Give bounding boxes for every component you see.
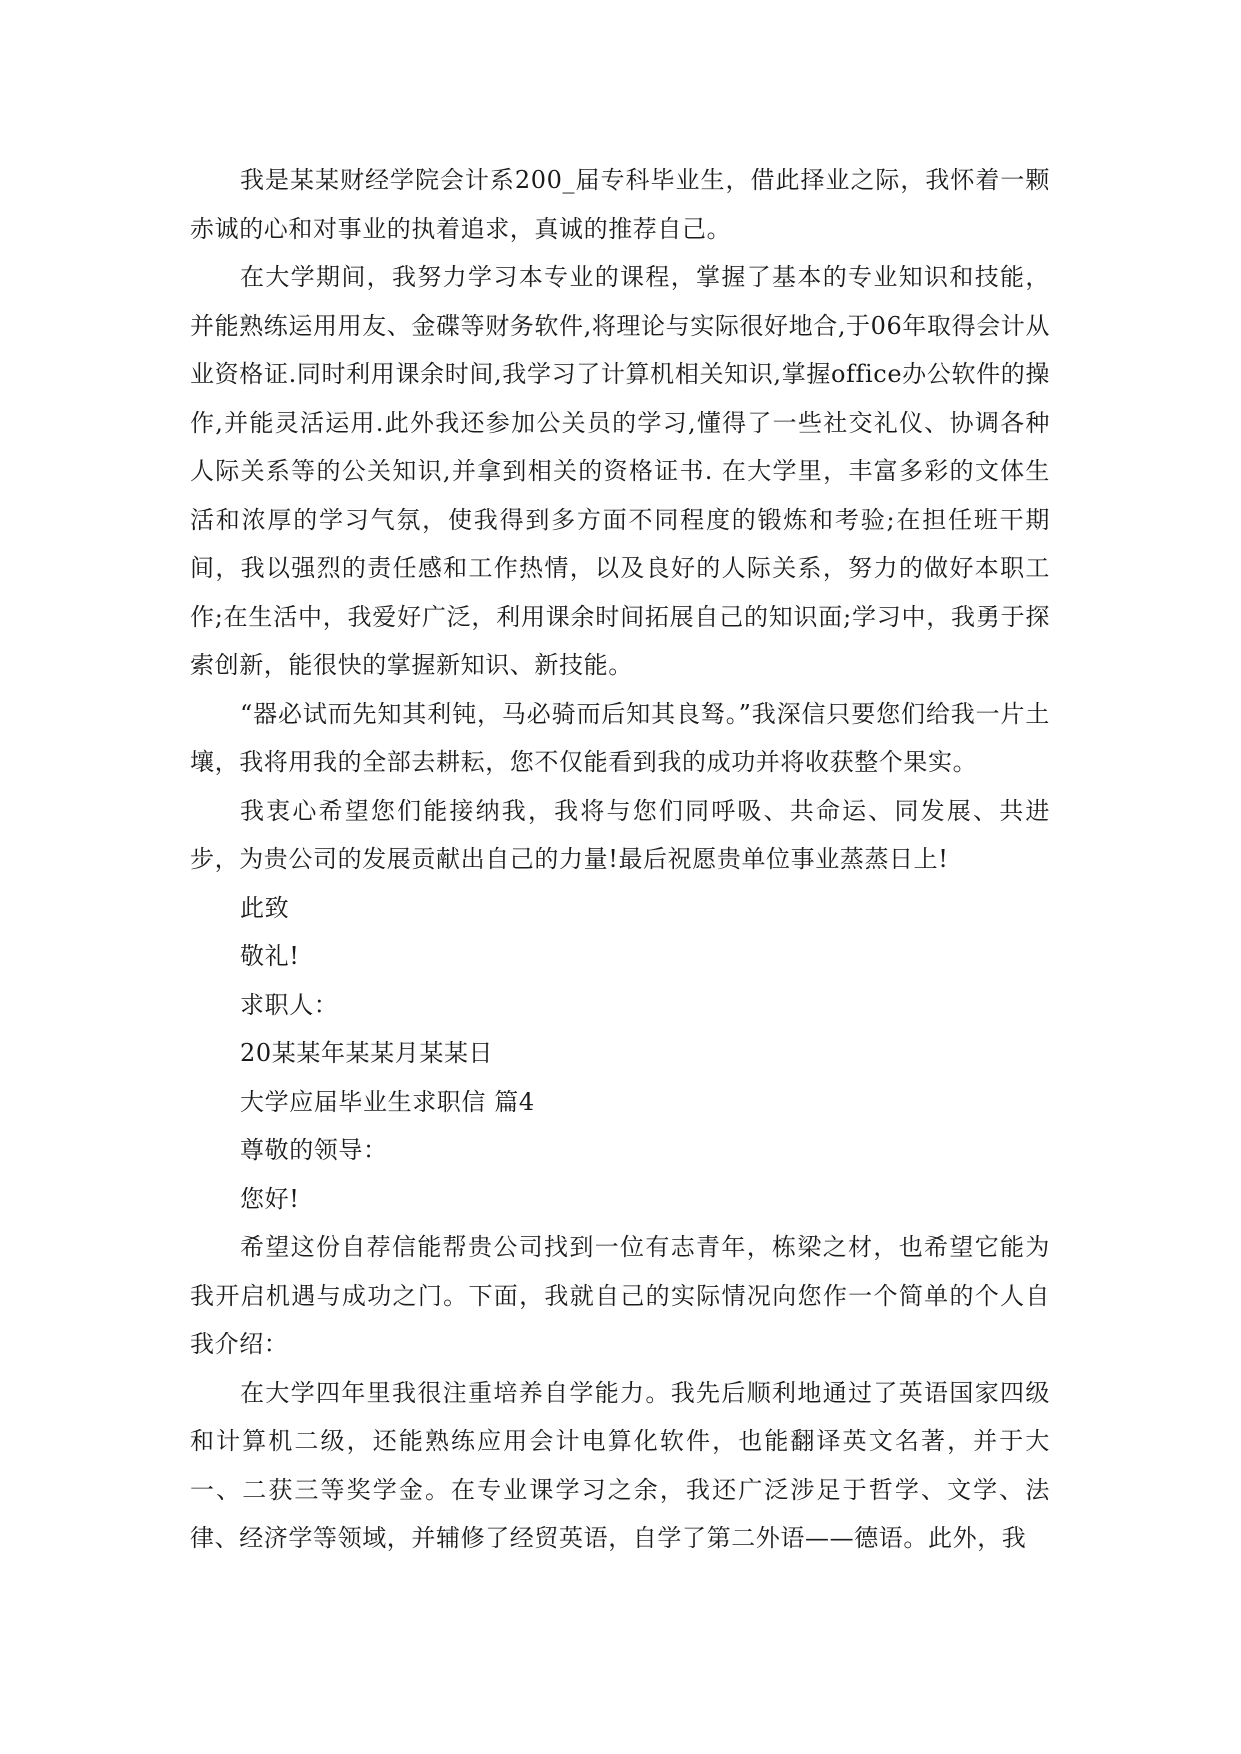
applicant-label: 求职人： — [240, 990, 339, 1019]
paragraph-self-intro: 我是某某财经学院会计系200_届专科毕业生，借此择业之际，我怀着一颗赤诚的心和对事业的执着追求，真诚的推荐自己。 — [190, 166, 1050, 243]
paragraph-quote: “器必试而先知其利钝，马必骑而后知其良驽。”我深信只要您们给我一片土壤，我将用我的全部去耕耘，您不仅能看到我的成功并将收获整个果实。 — [190, 699, 1050, 776]
paragraph-self-study: 在大学四年里我很注重培养自学能力。我先后顺利地通过了英语国家四级和计算机二级，还能熟练应用会计电算化软件，也能翻译英文名著，并于大一、二获三等奖学金。在专业课学习之余，我还广泛涉足于哲学、文学、法律、经济学等领域，并辅修了经贸英语，自学了第二外语——德语。此外，我 — [190, 1378, 1050, 1552]
paragraph-university-period: 在大学期间，我努力学习本专业的课程，掌握了基本的专业知识和技能，并能熟练运用用友、金碟等财务软件,将理论与实际很好地合,于06年取得会计从业资格证.同时利用课余时间,我学习了计算机相关知识,掌握office办公软件的操作,并能灵活运用.此外我还参加公关员的学习,懂得了一些社交礼仪、协调各种人际关系等的公关知识,并拿到相关的资格证书. 在大学里，丰富多彩的文体生活和浓厚的学习气氛，使我得到多方面不同程度的锻炼和考验;在担任班干期间，我以强烈的责任感和工作热情，以及良好的人际关系，努力的做好本职工作;在生活中，我爱好广泛，利用课余时间拓展自己的知识面;学习中，我勇于探索创新，能很快的掌握新知识、新技能。 — [190, 263, 1050, 679]
paragraph-recommendation: 希望这份自荐信能帮贵公司找到一位有志青年，栋梁之材，也希望它能为我开启机遇与成功之门。下面，我就自己的实际情况向您作一个简单的个人自我介绍： — [190, 1233, 1050, 1358]
document-body — [190, 156, 1050, 1563]
letter-date: 20某某年某某月某某日 — [240, 1039, 494, 1067]
greeting-hello: 您好! — [240, 1184, 300, 1213]
paragraph-hope: 我衷心希望您们能接纳我，我将与您们同呼吸、共命运、同发展、共进步，为贵公司的发展贡献出自己的力量!最后祝愿贵单位事业蒸蒸日上! — [190, 796, 1050, 873]
closing-salutation: 此致 — [240, 893, 290, 922]
greeting-recipient: 尊敬的领导： — [240, 1136, 388, 1164]
closing-respect: 敬礼! — [240, 942, 300, 970]
section-heading: 大学应届毕业生求职信 篇4 — [240, 1087, 535, 1116]
